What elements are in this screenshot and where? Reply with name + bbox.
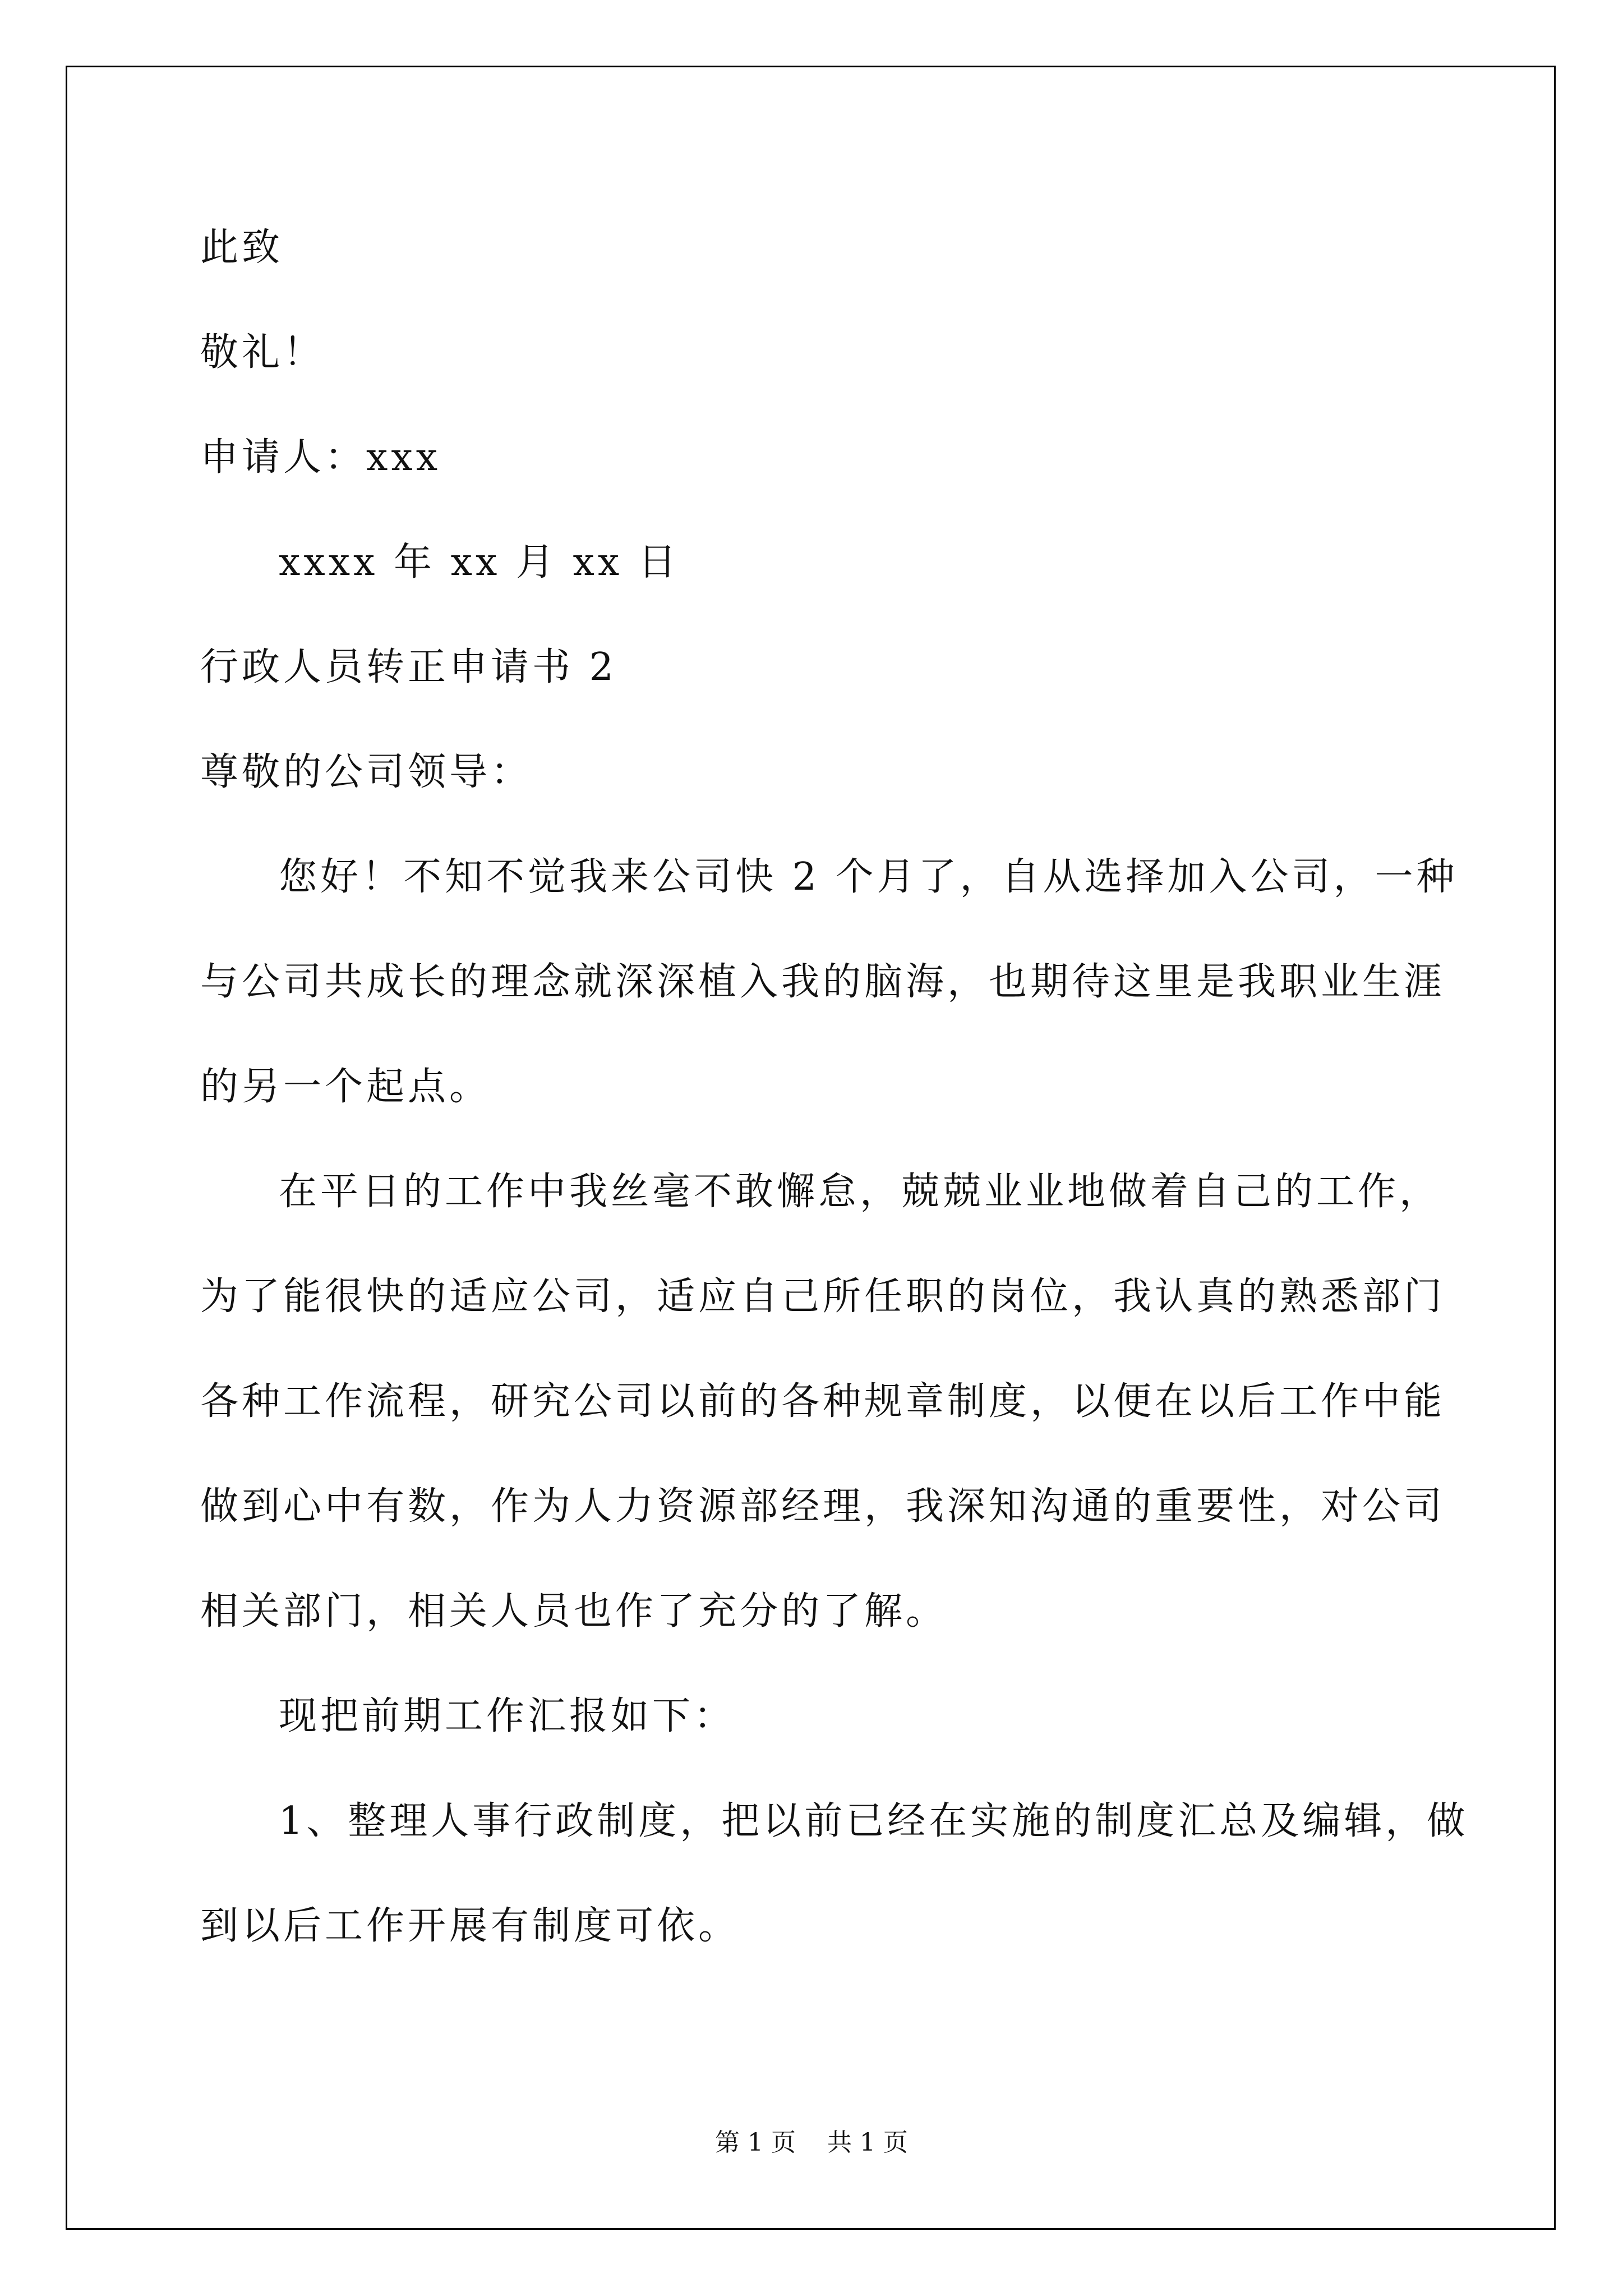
paragraph-line: 到以后工作开展有制度可依。 <box>200 1904 740 1948</box>
paragraph-line: 的另一个起点。 <box>200 1065 491 1109</box>
page-footer: 第 1 页 共 1 页 <box>715 2128 908 2157</box>
paragraph-line: 现把前期工作汇报如下： <box>279 1694 736 1738</box>
paragraph-line: 1、整理人事行政制度，把以前已经在实施的制度汇总及编辑，做 <box>279 1799 1469 1843</box>
applicant-line: 申请人：xxx <box>200 435 441 480</box>
paragraph-line: 为了能很快的适应公司，适应自己所任职的岗位，我认真的熟悉部门 <box>200 1274 1446 1319</box>
letter-greeting: 尊敬的公司领导： <box>200 750 533 794</box>
closing-salute: 此致 <box>200 226 284 270</box>
paragraph-line: 做到心中有数，作为人力资源部经理，我深知沟通的重要性，对公司 <box>200 1484 1446 1529</box>
paragraph-line: 您好！不知不觉我来公司快 2 个月了，自从选择加入公司，一种 <box>279 855 1458 899</box>
paragraph-line: 与公司共成长的理念就深深植入我的脑海，也期待这里是我职业生涯 <box>200 960 1446 1004</box>
paragraph-line: 在平日的工作中我丝毫不敢懈怠，兢兢业业地做着自己的工作， <box>279 1170 1441 1214</box>
letter-title: 行政人员转正申请书 2 <box>200 645 617 689</box>
paragraph-line: 各种工作流程，研究公司以前的各种规章制度，以便在以后工作中能 <box>200 1379 1446 1424</box>
date-line: xxxx 年 xx 月 xx 日 <box>279 540 680 585</box>
closing-regards: 敬礼！ <box>200 330 325 375</box>
paragraph-line: 相关部门，相关人员也作了充分的了解。 <box>200 1589 948 1634</box>
